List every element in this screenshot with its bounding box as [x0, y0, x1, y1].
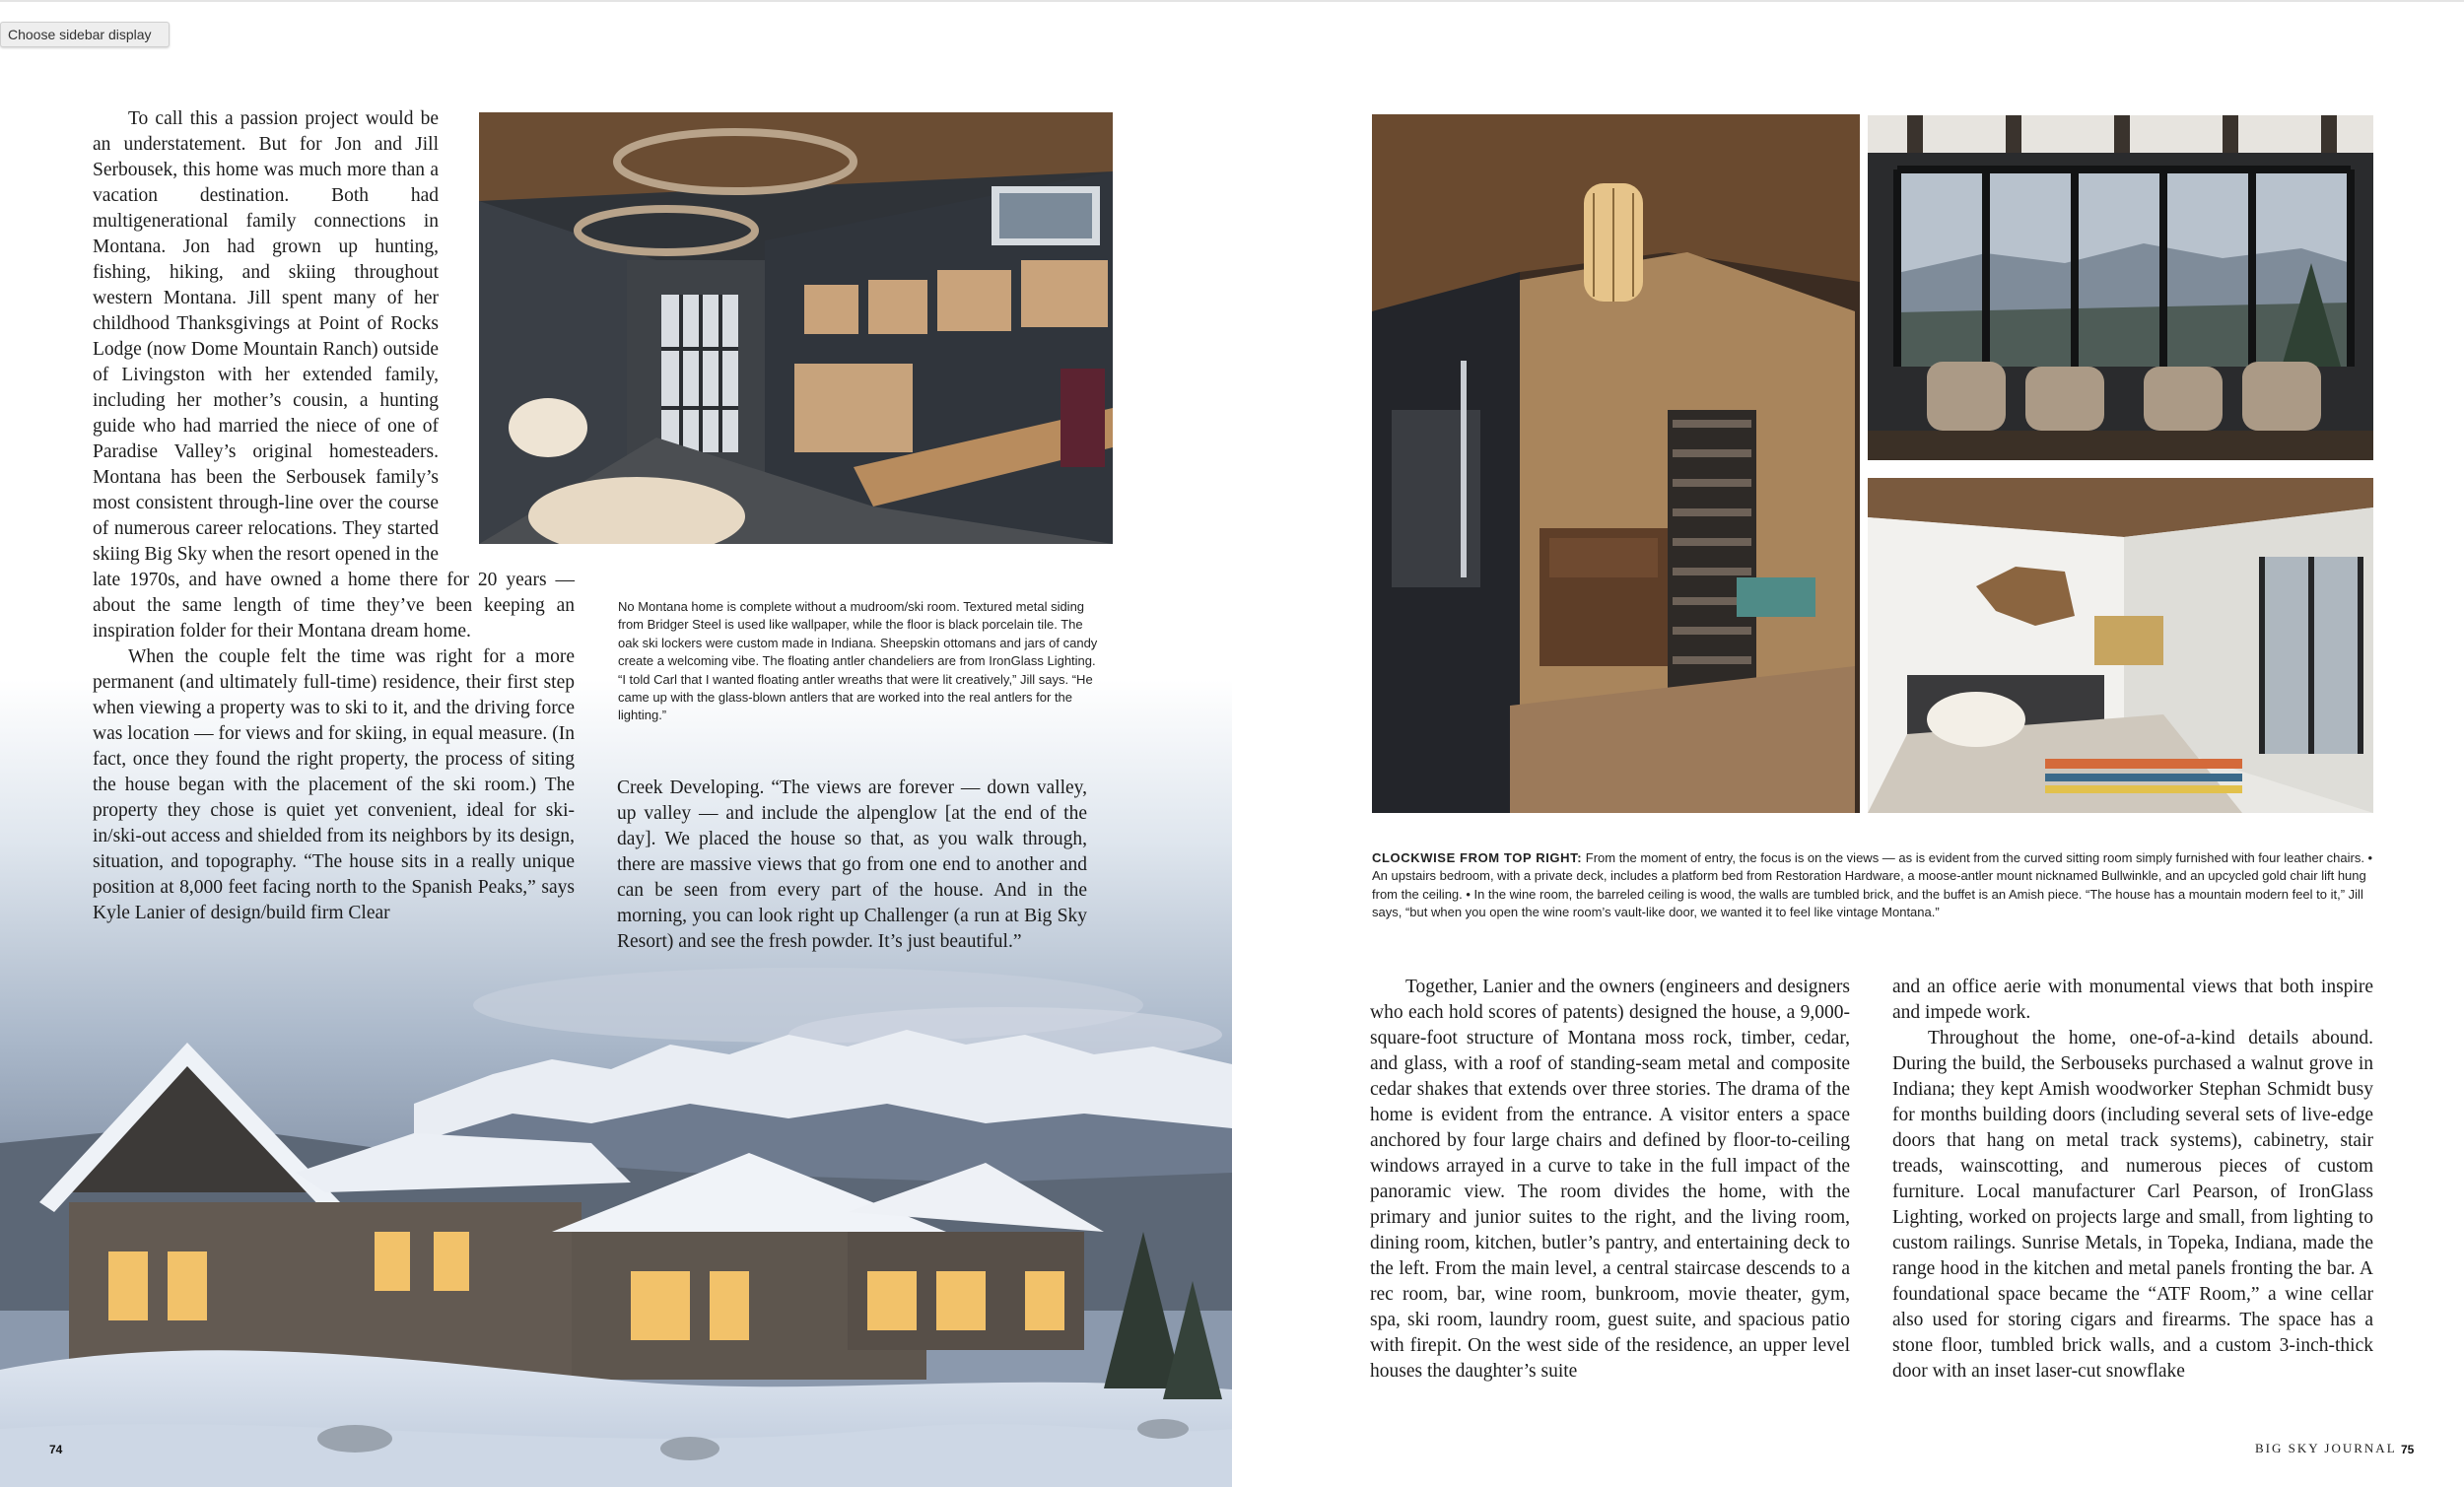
- article-paragraph: Together, Lanier and the owners (engineers and designers who each hold scores of patents) designed the house, a 9,000-square-foot structure of Montana moss rock, timber, cedar, and glass, with a roof of standing-seam metal and composite cedar shakes that extends over three stories. The drama of the home is evident from the entrance. A visitor enters a space anchored by four large chairs and defined by floor-to-ceiling windows arrayed in a curve to take in the full impact of the panoramic view. The room divides the home, with the primary and junior suites to the right, and the living room, dining room, kitchen, butler’s pantry, and entertaining deck to the left. From the main level, a central staircase descends to a rec room, bar, wine room, bunkroom, movie theater, gym, spa, ski room, laundry room, guest suite, and spacious patio with firepit. On the west side of the residence, an upper level houses the daughter’s suite: [1370, 977, 1850, 1382]
- bedroom-photo: [1868, 478, 2373, 813]
- caption-text: From the moment of entry, the focus is on the views — as is evident from the curved sitting room simply furnished with four leather chairs. • An upstairs bedroom, with a private deck, includes a platform bed from Restoration Hardware, a moose-antler mount nicknamed Bullwinkle, and an upcycled gold chair lift hung from the ceiling. • In the wine room, the barreled ceiling is wood, the walls are tumbled brick, and the buffet is an Amish piece. “The house has a mountain modern feel to it,” Jill says, “but when you open the wine room’s vault-like door, we wanted it to feel like vintage Montana.”: [1372, 850, 2373, 920]
- article-column-2: [617, 776, 1087, 955]
- choose-sidebar-display-button[interactable]: Choose sidebar display: [0, 22, 170, 47]
- article-column-1: [93, 106, 575, 926]
- sitting-room-photo: [1868, 115, 2373, 460]
- article-paragraph: and an office aerie with monumental views that both inspire and impede work.: [1892, 977, 2373, 1023]
- article-paragraph: Creek Developing. “The views are forever — down valley, up valley — and include the alpenglow [at the end of the day]. We placed the house so that, as you walk through, there are massive views that go from one end to another and can be seen from every part of the house. And in the morning, you can look right up Challenger (a run at Big Sky Resort) and see the fresh powder. It’s just beautiful.”: [617, 777, 1087, 952]
- journal-name: BIG SKY JOURNAL: [2255, 1441, 2397, 1455]
- article-column-3: [1370, 975, 1850, 1385]
- article-column-4: [1892, 975, 2373, 1385]
- caption-lead: CLOCKWISE FROM TOP RIGHT:: [1372, 850, 1583, 865]
- article-paragraph: Throughout the home, one-of-a-kind details abound. During the build, the Serbouseks purchased a walnut grove in Indiana; they kept Amish woodworker Stephan Schmidt busy for months building doors (including several sets of live-edge doors that hang on metal track systems), cabinetry, stair treads, wainscotting, and numerous pieces of custom furniture. Local manufacturer Carl Pearson, of IronGlass Lighting, worked on projects large and small, from lighting to custom railings. Sunrise Metals, in Topeka, Indiana, made the range hood in the kitchen and metal panels fronting the bar. A foundational space became the “ATF Room,” a wine cellar also used for storing cigars and firearms. The space has a stone floor, tumbled brick walls, and a custom 3-inch-thick door with an inset laser-cut snowflake: [1892, 1028, 2373, 1382]
- page-number-left: 74: [49, 1443, 63, 1456]
- article-paragraph: When the couple felt the time was right for a more permanent (and ultimately full-time) residence, their first step when viewing a property was to ski to it, and the driving force was location — for views and for skiing, in equal measure. (In fact, once they found the right property, the process of siting the house began with the placement of the ski room.) The property they chose is quiet yet convenient, ideal for ski-in/ski-out access and shielded from its neighbors by its design, situation, and topography. “The house sits in a really unique position at 8,000 feet facing north to the Spanish Peaks,” says Kyle Lanier of design/build firm Clear: [93, 646, 575, 923]
- mudroom-photo-caption: No Montana home is complete without a mudroom/ski room. Textured metal siding from Bridger Steel is used like wallpaper, while the floor is black porcelain tile. The oak ski lockers were custom made in Indiana. Sheepskin ottomans and jars of candy create a welcoming vibe. The floating antler chandeliers are from IronGlass Lighting. “I told Carl that I wanted floating antler wreaths that were lit creatively,” Jill says. “He came up with the glass-blown antlers that are worked into the real antlers for the lighting.”: [618, 599, 1098, 723]
- right-page: [1232, 0, 2464, 1487]
- article-paragraph: To call this a passion project would be an understatement. But for Jon and Jill Serbousek, this home was much more than a vacation destination. Both had multigenerational family connections in Montana. Jon had grown up hunting, fishing, hiking, and skiing throughout western Montana. Jill spent many of her childhood Thanksgivings at Point of Rocks Lodge (now Dome Mountain Ranch) outside of Livingston with her extended family, including her mother’s cousin, a hunting guide who had married the niece of one of Paradise Valley’s original homesteaders. Montana has been the Serbousek family’s most consistent through-line over the course of numerous career relocations. They started skiing Big Sky when the resort opened in the late 1970s, and have owned a home there for 20 years — about the same length of time they’ve been keeping an inspiration folder for their Montana dream home.: [93, 108, 575, 642]
- page-number-right: 75: [2401, 1443, 2415, 1456]
- photo-collage-caption: [1372, 849, 2377, 922]
- photo-wrap-spacer: [446, 106, 575, 566]
- wine-room-photo: [1372, 114, 1860, 813]
